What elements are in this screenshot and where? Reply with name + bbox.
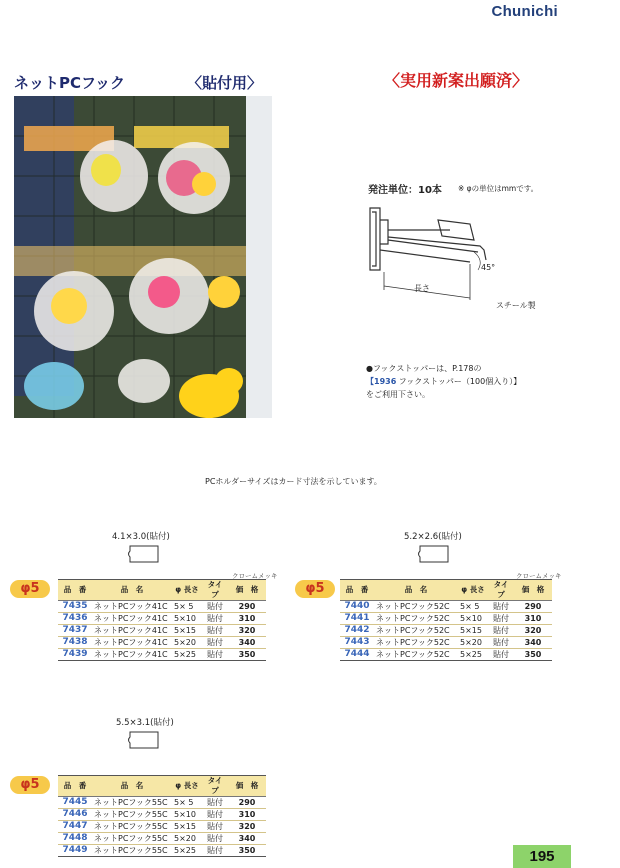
col-price: 価 格	[228, 580, 266, 601]
item-type: 貼付	[202, 833, 228, 845]
col-price: 価 格	[228, 776, 266, 797]
col-code: 品 番	[58, 776, 92, 797]
item-length: 5×20	[458, 637, 488, 649]
item-length: 5×10	[458, 613, 488, 625]
finish-label: クロームメッキ	[232, 572, 278, 580]
item-name: ネットPCフック41C	[92, 649, 172, 661]
table-row	[340, 625, 552, 637]
item-price: 290	[228, 601, 266, 613]
stopper-line-1: ●フックストッパーは、P.178の	[366, 364, 482, 373]
spec-table-55	[58, 775, 266, 857]
size-label-55: 5.5×3.1(貼付)	[116, 718, 174, 728]
item-type: 貼付	[488, 637, 514, 649]
stopper-line-3: をご利用下さい。	[366, 390, 430, 399]
item-code: 7445	[58, 797, 92, 809]
item-name: ネットPCフック52C	[374, 601, 458, 613]
col-name: 品 名	[374, 580, 458, 601]
finish-label: クロームメッキ	[516, 572, 562, 580]
item-type: 貼付	[202, 637, 228, 649]
unit-note: ※ φの単位はmmです。	[458, 184, 539, 193]
item-name: ネットPCフック41C	[92, 601, 172, 613]
item-code: 7440	[340, 601, 374, 613]
item-length: 5×25	[172, 649, 202, 661]
item-type: 貼付	[488, 601, 514, 613]
item-type: 貼付	[202, 845, 228, 857]
item-code: 7437	[58, 625, 92, 637]
item-code: 7439	[58, 649, 92, 661]
item-length: 5× 5	[458, 601, 488, 613]
item-price: 320	[228, 625, 266, 637]
item-type: 貼付	[202, 649, 228, 661]
phi-badge: φ5	[10, 580, 50, 598]
item-type: 貼付	[202, 809, 228, 821]
item-price: 350	[514, 649, 552, 661]
item-price: 340	[228, 637, 266, 649]
table-row	[340, 601, 552, 613]
col-type: タイプ	[488, 580, 514, 601]
item-type: 貼付	[202, 797, 228, 809]
table-row	[340, 637, 552, 649]
material-label: スチール製	[496, 301, 536, 310]
item-name: ネットPCフック55C	[92, 809, 172, 821]
item-name: ネットPCフック55C	[92, 833, 172, 845]
item-length: 5×10	[172, 809, 202, 821]
item-name: ネットPCフック52C	[374, 649, 458, 661]
card-holder-icon	[414, 543, 452, 565]
card-holder-icon	[124, 729, 162, 751]
product-title	[14, 72, 262, 93]
item-length: 5×10	[172, 613, 202, 625]
item-type: 貼付	[488, 649, 514, 661]
spec-table-41	[58, 579, 266, 661]
page-number: 195	[513, 845, 571, 868]
item-code: 7447	[58, 821, 92, 833]
spec-table-52	[340, 579, 552, 661]
col-code: 品 番	[58, 580, 92, 601]
item-name: ネットPCフック52C	[374, 637, 458, 649]
table-row	[340, 613, 552, 625]
item-name: ネットPCフック41C	[92, 613, 172, 625]
table-row	[58, 821, 266, 833]
item-length: 5×20	[172, 637, 202, 649]
table-row	[58, 625, 266, 637]
item-name: ネットPCフック55C	[92, 821, 172, 833]
item-price: 310	[514, 613, 552, 625]
product-title-main: ネットPCフック	[14, 74, 125, 92]
item-code: 7448	[58, 833, 92, 845]
item-name: ネットPCフック55C	[92, 845, 172, 857]
order-unit: 発注単位：10本	[368, 185, 442, 196]
item-length: 5×25	[458, 649, 488, 661]
item-code: 7438	[58, 637, 92, 649]
item-code: 7442	[340, 625, 374, 637]
size-label-41: 4.1×3.0(貼付)	[112, 532, 170, 542]
item-code: 7436	[58, 613, 92, 625]
item-type: 貼付	[488, 613, 514, 625]
item-name: ネットPCフック41C	[92, 625, 172, 637]
item-type: 貼付	[202, 613, 228, 625]
item-name: ネットPCフック52C	[374, 625, 458, 637]
col-len: φ 長さ	[172, 580, 202, 601]
item-name: ネットPCフック52C	[374, 613, 458, 625]
table-row	[58, 809, 266, 821]
stopper-line-2	[366, 375, 521, 388]
item-price: 320	[228, 821, 266, 833]
item-code: 7444	[340, 649, 374, 661]
col-name: 品 名	[92, 776, 172, 797]
phi-badge: φ5	[295, 580, 335, 598]
product-title-sub: 〈貼付用〉	[186, 74, 262, 92]
phi-badge: φ5	[10, 776, 50, 794]
item-code: 7435	[58, 601, 92, 613]
table-row	[58, 797, 266, 809]
item-code: 7446	[58, 809, 92, 821]
item-type: 貼付	[488, 625, 514, 637]
item-name: ネットPCフック41C	[92, 637, 172, 649]
item-length: 5× 5	[172, 797, 202, 809]
item-length: 5× 5	[172, 601, 202, 613]
item-code: 7443	[340, 637, 374, 649]
table-row	[58, 845, 266, 857]
table-row	[58, 613, 266, 625]
diagram-angle-label: 45°	[481, 263, 496, 272]
table-row	[340, 649, 552, 661]
col-type: タイプ	[202, 776, 228, 797]
patent-notice: 〈実用新案出願済〉	[384, 71, 529, 90]
item-code: 7449	[58, 845, 92, 857]
item-price: 350	[228, 845, 266, 857]
item-price: 320	[514, 625, 552, 637]
table-row	[58, 601, 266, 613]
col-len: φ 長さ	[172, 776, 202, 797]
item-price: 310	[228, 613, 266, 625]
col-price: 価 格	[514, 580, 552, 601]
brand-logo: Chunichi	[491, 3, 558, 20]
stopper-note	[366, 362, 521, 401]
item-name: ネットPCフック55C	[92, 797, 172, 809]
item-length: 5×20	[172, 833, 202, 845]
item-price: 290	[514, 601, 552, 613]
table-row	[58, 637, 266, 649]
size-label-52: 5.2×2.6(貼付)	[404, 532, 462, 542]
holder-size-note: PCホルダーサイズはカード寸法を示しています。	[205, 477, 382, 486]
item-price: 340	[514, 637, 552, 649]
item-length: 5×15	[458, 625, 488, 637]
col-name: 品 名	[92, 580, 172, 601]
item-type: 貼付	[202, 821, 228, 833]
item-price: 340	[228, 833, 266, 845]
item-length: 5×25	[172, 845, 202, 857]
item-price: 310	[228, 809, 266, 821]
col-len: φ 長さ	[458, 580, 488, 601]
stopper-code: 【1936	[366, 377, 397, 386]
item-type: 貼付	[202, 601, 228, 613]
col-code: 品 番	[340, 580, 374, 601]
diagram-length-label: 長さ	[414, 284, 430, 293]
item-type: 貼付	[202, 625, 228, 637]
stopper-line-2-text: フックストッパー（100個入り）】	[396, 377, 522, 386]
product-photo	[14, 96, 272, 418]
item-price: 290	[228, 797, 266, 809]
hook-diagram	[360, 200, 510, 300]
card-holder-icon	[124, 543, 162, 565]
item-code: 7441	[340, 613, 374, 625]
item-price: 350	[228, 649, 266, 661]
item-length: 5×15	[172, 625, 202, 637]
item-length: 5×15	[172, 821, 202, 833]
table-row	[58, 833, 266, 845]
table-row	[58, 649, 266, 661]
col-type: タイプ	[202, 580, 228, 601]
